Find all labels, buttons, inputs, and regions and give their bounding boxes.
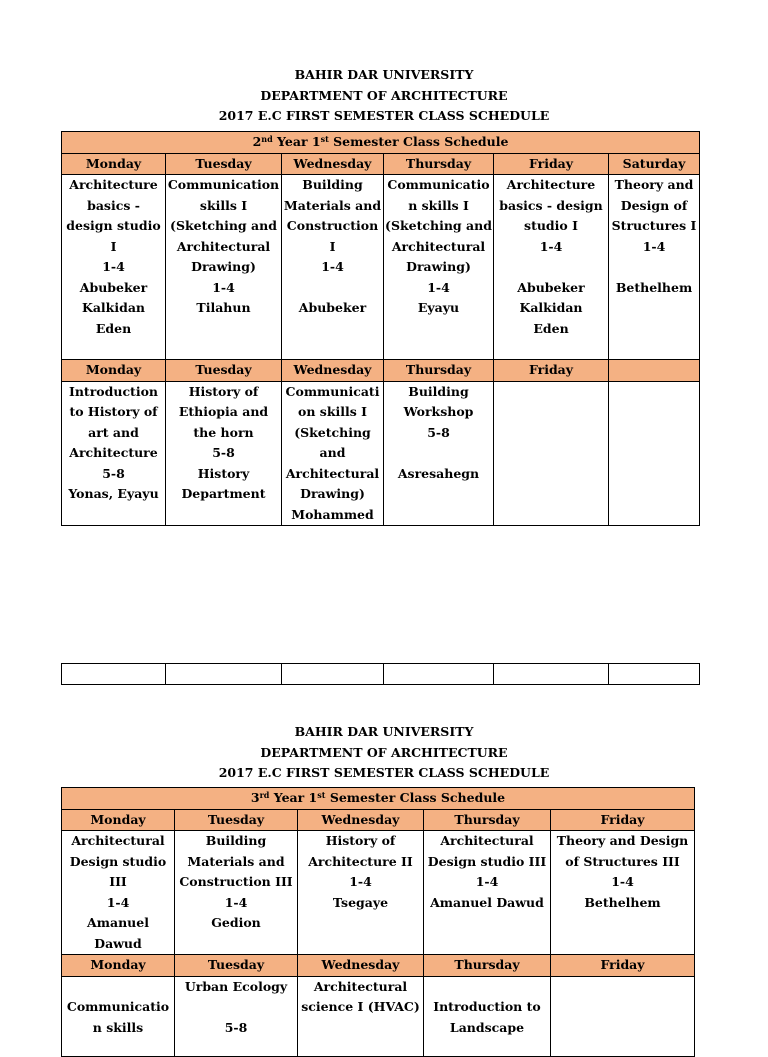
schedule-cell-line: Architectural science I (HVAC) [301,978,420,1014]
schedule-cell [62,831,175,955]
day-header-cell: Friday [494,360,609,382]
schedule-cell-line: Yonas, Eyayu [68,486,159,501]
table-title-row [62,132,700,154]
schedule-cell-line: 1-4 [611,874,634,889]
schedule-cell [175,976,298,1056]
schedule-cell-line: Kalkidan [519,300,583,315]
schedule-cell-line: Abubeker [79,279,148,295]
document-header-1 [0,65,768,127]
schedule-cell [384,381,494,526]
day-header-cell: Thursday [424,809,551,831]
document-header-2 [0,722,768,784]
schedule-cell-line: History of Ethiopia and the horn [178,383,269,440]
schedule-cell [494,381,609,526]
schedule-row [62,381,700,526]
day-header-cell: Thursday [384,360,494,382]
schedule-cell-line: Communication skills [66,999,170,1035]
schedule-cell-line: Architecture basics - design studio I [499,177,603,233]
schedule-cell-line: Amanuel Dawud [430,894,544,910]
schedule-cell [494,175,609,360]
schedule-cell-line: Mohammed [291,506,374,522]
schedule-cell-line: Architectural Design studio III [69,833,167,889]
day-header-cell: Thursday [424,955,551,977]
university-name: BAHIR DAR UNIVERSITY [294,67,474,82]
day-header-cell: Monday [62,153,166,175]
schedule-cell-line [610,257,698,278]
empty-table-row [61,663,700,685]
day-header-cell: Wednesday [282,360,384,382]
day-header-row [62,809,695,831]
schedule-cell-line: 1-4 [539,238,563,254]
schedule-cell-line [283,278,382,299]
day-header-row [62,153,700,175]
schedule-cell-line: History of Architecture II [308,833,413,869]
schedule-cell-line: Abubeker [517,279,585,295]
schedule-cell-line: Communication skills I (Sketching and Architectural Drawing) [167,177,280,274]
empty-cell [609,664,700,685]
schedule-cell-line: 1-4 [106,894,130,910]
schedule-cell-line: 1-4 [212,279,235,295]
schedule-cell [424,831,551,955]
schedule-cell-line: 1-4 [102,259,125,274]
schedule-cell [62,976,175,1056]
day-header-cell: Monday [62,360,166,382]
schedule-cell [62,175,166,360]
schedule-cell [298,831,424,955]
table-title-row [62,788,695,810]
schedule-row [62,831,695,955]
day-header-cell: Tuesday [175,955,298,977]
schedule-table-year-3 [61,787,695,1057]
schedule-cell-line: Theory and Design of Structures I [611,177,697,233]
schedule-cell [609,175,700,360]
schedule-cell-line: Building Workshop [403,383,474,419]
schedule-cell-line: Bethelhem [584,894,661,910]
day-header-cell [609,360,700,382]
schedule-cell-line: Kalkidan [81,300,146,315]
schedule-cell-line: 1-4 [475,874,499,889]
schedule-row [62,976,695,1056]
schedule-cell [298,976,424,1056]
day-header-cell: Tuesday [166,153,282,175]
schedule-cell-line: Theory and Design of Structures III [556,833,689,869]
schedule-cell-line: 1-4 [349,874,372,889]
schedule-cell-line: Communication skills I (Sketching and Architectural Drawing) [385,177,492,274]
empty-cell [62,664,166,685]
schedule-cell-line: 1-4 [427,279,450,295]
schedule-cell-line: 5-8 [212,445,235,460]
schedule-cell-line [176,997,296,1018]
schedule-cell [62,381,166,526]
schedule-cell-line: Abubeker [298,300,367,315]
department-name: DEPARTMENT OF ARCHITECTURE [260,744,508,760]
schedule-cell-line: History Department [181,465,266,501]
schedule-cell-line: 5-8 [427,424,450,440]
schedule-cell [166,175,282,360]
schedule-cell-line: Urban Ecology [184,978,288,994]
day-header-cell: Wednesday [298,955,424,977]
schedule-table-year-2 [61,131,700,526]
schedule-cell [551,831,695,955]
schedule-cell-line: Introduction to Landscape [433,999,541,1035]
schedule-cell-line: 1-4 [642,238,666,254]
schedule-row [62,175,700,360]
schedule-cell-line: 1-4 [321,259,344,274]
table-title: 2nd Year 1st Semester Class Schedule [62,132,700,154]
day-header-cell: Monday [62,809,175,831]
schedule-cell [384,175,494,360]
schedule-cell-line: Tsegaye [332,894,389,910]
day-header-cell: Tuesday [175,809,298,831]
schedule-heading: 2017 E.C FIRST SEMESTER CLASS SCHEDULE [218,765,550,780]
schedule-cell [282,175,384,360]
day-header-cell: Wednesday [282,153,384,175]
empty-cell [282,664,384,685]
empty-cell [166,664,282,685]
schedule-cell [166,381,282,526]
schedule-cell-line: Eden [533,320,569,336]
schedule-cell-line: Asresahegn [397,465,480,481]
schedule-cell [424,976,551,1056]
day-header-cell: Saturday [609,153,700,175]
schedule-cell-line [495,257,607,278]
day-header-cell: Monday [62,955,175,977]
day-header-cell: Friday [551,809,695,831]
empty-cell [494,664,609,685]
department-name: DEPARTMENT OF ARCHITECTURE [260,87,508,103]
schedule-cell [551,976,695,1056]
schedule-cell-line: Eyayu [417,300,460,315]
schedule-cell-line [63,977,173,998]
day-header-row [62,955,695,977]
schedule-cell-line [385,443,492,464]
schedule-cell-line: Communication skills I (Sketching and Architectural Drawing) [285,383,380,501]
schedule-cell-line: Architecture basics - design studio I [66,177,161,254]
empty-cell [384,664,494,685]
schedule-cell [175,831,298,955]
schedule-cell-line: Tilahun [196,300,251,315]
schedule-cell [609,381,700,526]
day-header-cell: Thursday [384,153,494,175]
schedule-cell-line: Amanuel Dawud [87,915,149,951]
university-name: BAHIR DAR UNIVERSITY [294,724,474,739]
schedule-cell-line: 1-4 [224,894,248,910]
day-header-cell: Tuesday [166,360,282,382]
schedule-cell-line: Gedion [211,915,261,930]
schedule-cell-line: Architectural Design studio III [427,833,547,869]
schedule-cell-line: Building Materials and Construction I [283,177,382,254]
schedule-cell [282,381,384,526]
day-header-row [62,360,700,382]
table-title: 3rd Year 1st Semester Class Schedule [62,788,695,810]
schedule-cell-line: 5-8 [224,1019,248,1035]
schedule-cell-line: Bethelhem [615,279,693,295]
day-header-cell: Friday [494,153,609,175]
day-header-cell: Wednesday [298,809,424,831]
schedule-cell-line: Eden [95,320,132,336]
schedule-cell-line: Introduction to History of art and Architecture [68,383,159,460]
schedule-cell-line: Building Materials and Construction III [179,833,293,889]
day-header-cell: Friday [551,955,695,977]
schedule-cell-line: 5-8 [102,465,125,481]
schedule-cell-line [425,977,549,998]
schedule-heading: 2017 E.C FIRST SEMESTER CLASS SCHEDULE [218,108,550,123]
